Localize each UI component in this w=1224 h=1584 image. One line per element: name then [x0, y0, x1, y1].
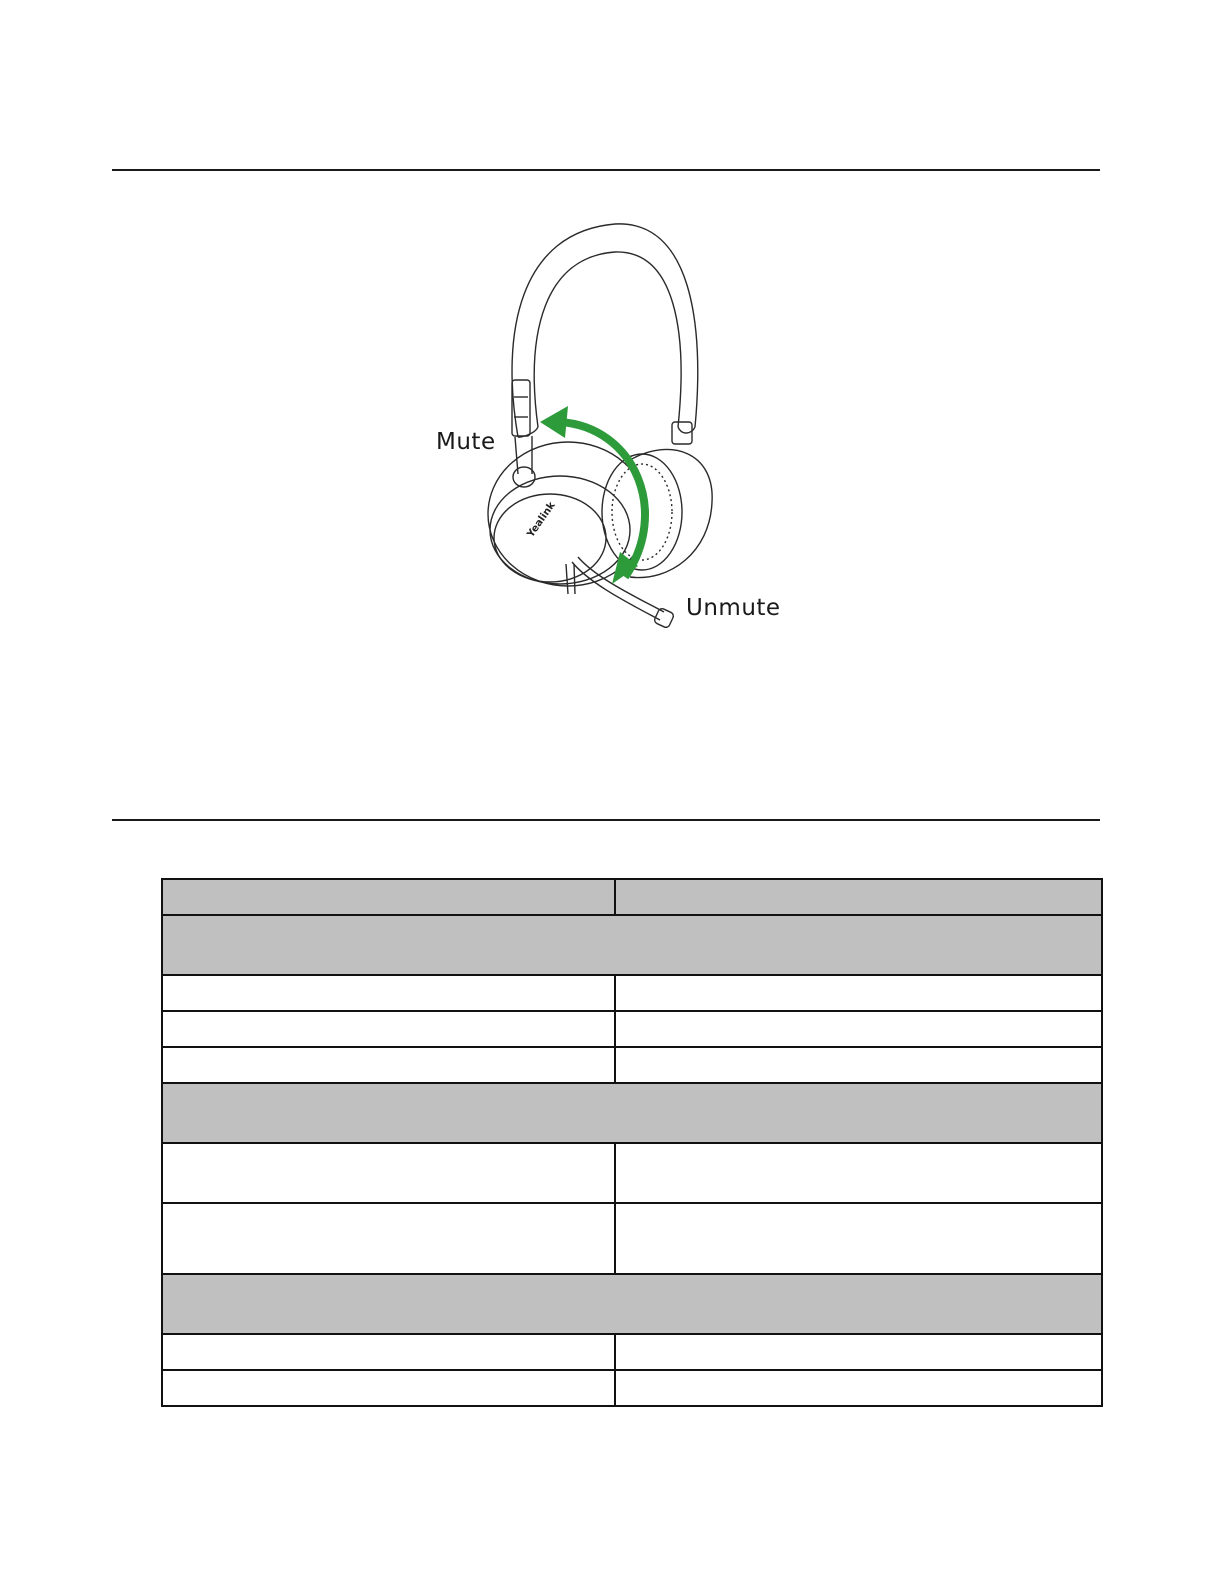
table-section-row [162, 1274, 1102, 1334]
table-header-cell [162, 879, 615, 915]
top-divider [112, 169, 1100, 171]
table-cell [162, 1047, 615, 1083]
table-row [162, 1143, 1102, 1203]
section-title [162, 1083, 1102, 1143]
table-section-row [162, 1083, 1102, 1143]
headset-figure [420, 212, 820, 642]
table-header-cell [615, 879, 1102, 915]
section-title [162, 915, 1102, 975]
table-cell [615, 1370, 1102, 1406]
section-title [162, 1274, 1102, 1334]
table-cell [162, 1370, 615, 1406]
table-header-row [162, 879, 1102, 915]
table-row [162, 1203, 1102, 1274]
table-cell [615, 1203, 1102, 1274]
table-cell [615, 1047, 1102, 1083]
headset-illustration [420, 212, 820, 642]
table-row [162, 1047, 1102, 1083]
table-cell [615, 1143, 1102, 1203]
table-cell [162, 1143, 615, 1203]
table-row [162, 1334, 1102, 1370]
mute-label: Mute [436, 429, 496, 455]
unmute-label: Unmute [686, 595, 781, 621]
section-divider [112, 819, 1100, 821]
table-row [162, 1011, 1102, 1047]
table-cell [615, 1334, 1102, 1370]
table-section-row [162, 915, 1102, 975]
table-cell [615, 975, 1102, 1011]
table-row [162, 1370, 1102, 1406]
brand-logo: Yealink [525, 500, 558, 540]
table-row [162, 975, 1102, 1011]
table-cell [162, 1334, 615, 1370]
spec-table [161, 878, 1103, 1407]
table-cell [162, 975, 615, 1011]
mute-arrowhead-icon [540, 406, 568, 438]
table-cell [162, 1203, 615, 1274]
table-cell [615, 1011, 1102, 1047]
table-cell [162, 1011, 615, 1047]
